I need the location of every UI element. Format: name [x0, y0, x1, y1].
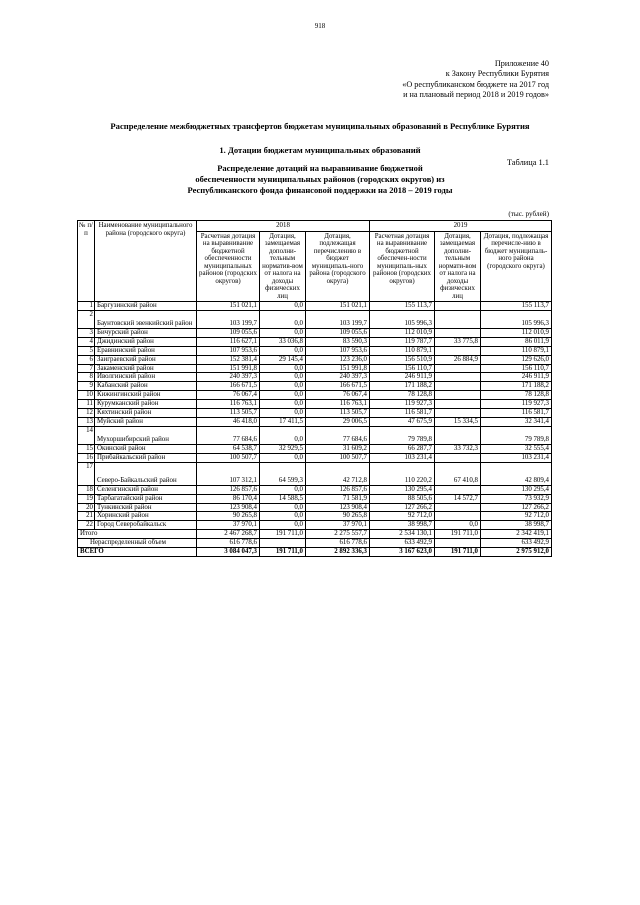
header-name: Наименование муниципального района (городского округа)	[95, 221, 197, 302]
row-value-3: 109 055,6	[306, 328, 370, 337]
row-value-1: 166 671,5	[197, 382, 260, 391]
row-value-3: 100 507,7	[306, 453, 370, 462]
row-value-4: 155 113,7	[370, 302, 435, 311]
header-year-2019: 2019	[370, 221, 552, 232]
row-name: Баргузинский район	[95, 302, 197, 311]
row-value-2: 14 588,5	[260, 494, 306, 503]
table-row	[78, 409, 552, 418]
row-number: 20	[78, 503, 95, 512]
table-row	[78, 462, 552, 485]
row-value-5	[435, 400, 481, 409]
row-name: Хоринский район	[95, 512, 197, 521]
row-value-1: 77 684,6	[197, 426, 260, 444]
row-name: Заиграевский район	[95, 355, 197, 364]
row-number: 4	[78, 337, 95, 346]
row-number: 18	[78, 485, 95, 494]
row-value-1: 100 507,7	[197, 453, 260, 462]
table-row	[78, 426, 552, 444]
grand-total-row-value-2: 191 711,0	[260, 548, 306, 557]
total-row-label: Итого	[78, 530, 197, 539]
row-value-4: 112 010,9	[370, 328, 435, 337]
undistributed-row-value-2	[260, 539, 306, 548]
table-row	[78, 355, 552, 364]
row-name: Курумканский район	[95, 400, 197, 409]
row-number: 12	[78, 409, 95, 418]
row-number: 10	[78, 391, 95, 400]
section-title: 1. Дотации бюджетам муниципальных образований	[219, 145, 421, 155]
undistributed-row-value-6: 633 492,9	[481, 539, 552, 548]
row-value-4: 246 911,9	[370, 373, 435, 382]
row-value-6: 129 626,0	[481, 355, 552, 364]
row-value-6: 32 341,4	[481, 417, 552, 426]
appendix-line-3: «О республиканском бюджете на 2017 год	[402, 79, 549, 89]
undistributed-row-value-1: 616 778,6	[197, 539, 260, 548]
row-value-6: 103 231,4	[481, 453, 552, 462]
table-row	[78, 400, 552, 409]
row-value-6: 171 188,2	[481, 382, 552, 391]
row-number: 2	[78, 310, 95, 328]
row-value-6: 73 932,9	[481, 494, 552, 503]
row-name: Кяхтинский район	[95, 409, 197, 418]
row-value-2: 0,0	[260, 426, 306, 444]
appendix-line-2: к Закону Республики Бурятия	[445, 69, 549, 79]
row-value-5	[435, 426, 481, 444]
table-row	[78, 417, 552, 426]
row-value-2: 0,0	[260, 302, 306, 311]
row-value-1: 126 857,6	[197, 485, 260, 494]
row-value-6: 130 295,4	[481, 485, 552, 494]
row-number: 9	[78, 382, 95, 391]
table-row	[78, 512, 552, 521]
table-row	[78, 444, 552, 453]
row-value-3: 42 712,8	[306, 462, 370, 485]
row-value-5: 26 884,9	[435, 355, 481, 364]
row-number: 15	[78, 444, 95, 453]
header-replaced-2018: Дотация, замещаемая дополни-тельным норматив-вом от налога на доходы физических лиц	[260, 231, 306, 302]
row-value-6: 119 927,3	[481, 400, 552, 409]
row-value-5: 67 410,8	[435, 462, 481, 485]
row-value-4: 130 295,4	[370, 485, 435, 494]
header-replaced-2019: Дотация, замещаемая дополни-тельным нормати-вом от налога на доходы физических лиц	[435, 231, 481, 302]
row-value-2: 0,0	[260, 521, 306, 530]
row-value-4: 127 266,2	[370, 503, 435, 512]
row-value-5	[435, 328, 481, 337]
row-value-3: 71 581,9	[306, 494, 370, 503]
row-value-4: 92 712,0	[370, 512, 435, 521]
row-value-3: 76 067,4	[306, 391, 370, 400]
row-value-2: 0,0	[260, 485, 306, 494]
subsidy-table	[77, 220, 552, 557]
row-value-6: 32 555,4	[481, 444, 552, 453]
row-value-6: 38 998,7	[481, 521, 552, 530]
row-value-5	[435, 302, 481, 311]
row-number: 5	[78, 346, 95, 355]
row-value-4: 110 220,2	[370, 462, 435, 485]
row-name: Муйский район	[95, 417, 197, 426]
row-value-3: 123 236,0	[306, 355, 370, 364]
row-value-5	[435, 346, 481, 355]
table-label: Таблица 1.1	[506, 158, 549, 167]
row-value-6: 116 581,7	[481, 409, 552, 418]
grand-total-row-value-5: 191 711,0	[435, 548, 481, 557]
table-row	[78, 521, 552, 530]
row-value-2: 0,0	[260, 328, 306, 337]
row-name: Бичурский район	[95, 328, 197, 337]
row-value-5	[435, 391, 481, 400]
table-row	[78, 346, 552, 355]
row-value-1: 116 763,1	[197, 400, 260, 409]
row-value-3: 123 908,4	[306, 503, 370, 512]
undistributed-row-value-5	[435, 539, 481, 548]
row-name: Тарбагатайский район	[95, 494, 197, 503]
row-value-6: 110 879,1	[481, 346, 552, 355]
row-value-3: 166 671,5	[306, 382, 370, 391]
table-row	[78, 337, 552, 346]
table-row	[78, 364, 552, 373]
total-row-value-1: 2 467 268,7	[197, 530, 260, 539]
row-value-4: 119 927,3	[370, 400, 435, 409]
units-label: (тыс. рублей)	[508, 210, 549, 218]
row-name: Еравнинский район	[95, 346, 197, 355]
row-number: 7	[78, 364, 95, 373]
table-row	[78, 382, 552, 391]
row-number: 17	[78, 462, 95, 485]
table-title	[0, 163, 640, 196]
row-value-5	[435, 485, 481, 494]
row-name: Кабанский район	[95, 382, 197, 391]
table-row	[78, 503, 552, 512]
row-name: Кижингинский район	[95, 391, 197, 400]
row-value-1: 64 538,7	[197, 444, 260, 453]
grand-total-row-value-3: 2 892 336,3	[306, 548, 370, 557]
table-row	[78, 373, 552, 382]
row-value-4: 119 787,7	[370, 337, 435, 346]
header-calc-2018: Расчетная дотация на выравнивание бюджетной обеспеченности муниципальных районов (городских округов)	[197, 231, 260, 302]
row-value-2: 17 411,5	[260, 417, 306, 426]
row-value-3: 37 970,1	[306, 521, 370, 530]
row-value-6: 78 128,8	[481, 391, 552, 400]
table-row	[78, 302, 552, 311]
row-number: 16	[78, 453, 95, 462]
row-name: Окинский район	[95, 444, 197, 453]
undistributed-row-label: Нераспределенный объем	[78, 539, 197, 548]
row-value-1: 109 055,6	[197, 328, 260, 337]
header-num: № п/п	[78, 221, 95, 302]
row-value-4: 78 128,8	[370, 391, 435, 400]
row-value-2: 0,0	[260, 382, 306, 391]
row-value-4: 103 231,4	[370, 453, 435, 462]
row-value-5	[435, 409, 481, 418]
row-value-6: 42 809,4	[481, 462, 552, 485]
grand-total-row-value-4: 3 167 623,0	[370, 548, 435, 557]
row-value-5	[435, 382, 481, 391]
undistributed-row-value-4: 633 492,9	[370, 539, 435, 548]
row-value-1: 107 953,6	[197, 346, 260, 355]
row-value-4: 47 675,9	[370, 417, 435, 426]
row-value-5: 33 775,8	[435, 337, 481, 346]
grand-total-row	[78, 548, 552, 557]
row-value-5	[435, 310, 481, 328]
row-value-1: 76 067,4	[197, 391, 260, 400]
table-title-line-1: Распределение дотаций на выравнивание бюджетной	[217, 163, 423, 173]
row-name: Мухоршибирский район	[95, 426, 197, 444]
row-value-1: 103 199,7	[197, 310, 260, 328]
table-row	[78, 494, 552, 503]
row-value-3: 151 991,8	[306, 364, 370, 373]
row-number: 22	[78, 521, 95, 530]
row-name: Прибайкальский район	[95, 453, 197, 462]
row-value-5: 15 334,5	[435, 417, 481, 426]
row-value-2: 0,0	[260, 453, 306, 462]
row-value-1: 240 397,3	[197, 373, 260, 382]
total-row-value-2: 191 711,0	[260, 530, 306, 539]
row-value-5	[435, 503, 481, 512]
grand-total-row-value-1: 3 084 047,3	[197, 548, 260, 557]
header-row-years	[78, 221, 552, 232]
row-number: 8	[78, 373, 95, 382]
subsidy-table-container	[77, 220, 551, 557]
row-value-4: 88 505,6	[370, 494, 435, 503]
row-value-6: 246 911,9	[481, 373, 552, 382]
row-value-4: 156 510,9	[370, 355, 435, 364]
row-value-5: 14 572,7	[435, 494, 481, 503]
page-number: 918	[314, 22, 326, 30]
row-value-2: 32 929,5	[260, 444, 306, 453]
row-value-4: 38 998,7	[370, 521, 435, 530]
row-number: 3	[78, 328, 95, 337]
row-value-2: 0,0	[260, 373, 306, 382]
table-row	[78, 485, 552, 494]
row-value-4: 110 879,1	[370, 346, 435, 355]
total-row	[78, 530, 552, 539]
row-name: Закаменский район	[95, 364, 197, 373]
row-value-3: 113 505,7	[306, 409, 370, 418]
row-value-2: 0,0	[260, 391, 306, 400]
row-value-5	[435, 364, 481, 373]
total-row-value-5: 191 711,0	[435, 530, 481, 539]
row-number: 11	[78, 400, 95, 409]
row-value-2: 0,0	[260, 310, 306, 328]
row-value-1: 86 170,4	[197, 494, 260, 503]
row-value-3: 31 609,2	[306, 444, 370, 453]
row-value-4: 116 581,7	[370, 409, 435, 418]
row-value-3: 126 857,6	[306, 485, 370, 494]
row-value-2: 0,0	[260, 400, 306, 409]
header-calc-2019: Расчетная дотация на выравнивание бюджетной обеспечен-ности муниципаль-ных районов (городских округов)	[370, 231, 435, 302]
row-value-3: 103 199,7	[306, 310, 370, 328]
header-payable-2018: Дотация, подлежащая перечислению в бюджет муниципаль-ного района (городского округа)	[306, 231, 370, 302]
row-value-6: 112 010,9	[481, 328, 552, 337]
row-name: Иволгинский район	[95, 373, 197, 382]
row-value-4: 105 996,3	[370, 310, 435, 328]
row-value-4: 156 110,7	[370, 364, 435, 373]
row-value-2: 0,0	[260, 503, 306, 512]
table-row	[78, 453, 552, 462]
row-value-4: 79 789,8	[370, 426, 435, 444]
row-value-5: 33 732,3	[435, 444, 481, 453]
row-value-4: 66 287,7	[370, 444, 435, 453]
row-value-3: 77 684,6	[306, 426, 370, 444]
row-value-3: 240 397,3	[306, 373, 370, 382]
row-value-3: 83 590,3	[306, 337, 370, 346]
row-name: Тункинский район	[95, 503, 197, 512]
row-value-3: 107 953,6	[306, 346, 370, 355]
row-value-1: 123 908,4	[197, 503, 260, 512]
header-payable-2019: Дотация, подлежащая перечисле-нию в бюджет муниципаль-ного района (городского округа)	[481, 231, 552, 302]
undistributed-row	[78, 539, 552, 548]
row-value-1: 90 265,8	[197, 512, 260, 521]
row-name: Город Северобайкальск	[95, 521, 197, 530]
row-value-6: 105 996,3	[481, 310, 552, 328]
row-name: Селенгинский район	[95, 485, 197, 494]
row-value-5	[435, 512, 481, 521]
row-value-3: 29 006,5	[306, 417, 370, 426]
row-value-6: 86 011,9	[481, 337, 552, 346]
table-body	[78, 302, 552, 557]
row-name: Баунтовский эвенкийский район	[95, 310, 197, 328]
row-value-1: 152 381,4	[197, 355, 260, 364]
row-name: Джидинский район	[95, 337, 197, 346]
row-value-1: 113 505,7	[197, 409, 260, 418]
grand-total-row-value-6: 2 975 912,0	[481, 548, 552, 557]
row-value-1: 107 312,1	[197, 462, 260, 485]
row-number: 1	[78, 302, 95, 311]
row-value-2: 0,0	[260, 512, 306, 521]
row-value-4: 171 188,2	[370, 382, 435, 391]
row-value-6: 127 266,2	[481, 503, 552, 512]
table-row	[78, 328, 552, 337]
row-value-1: 46 418,0	[197, 417, 260, 426]
row-name: Северо-Байкальский район	[95, 462, 197, 485]
row-value-6: 92 712,0	[481, 512, 552, 521]
undistributed-row-value-3: 616 778,6	[306, 539, 370, 548]
header-year-2018: 2018	[197, 221, 370, 232]
appendix-header	[402, 59, 549, 101]
row-value-6: 156 110,7	[481, 364, 552, 373]
main-title: Распределение межбюджетных трансфертов бюджетам муниципальных образований в Республике Бурятия	[110, 121, 530, 131]
appendix-line-1: Приложение 40	[494, 59, 549, 68]
row-value-3: 116 763,1	[306, 400, 370, 409]
row-value-2: 0,0	[260, 364, 306, 373]
row-value-1: 37 970,1	[197, 521, 260, 530]
row-value-5: 0,0	[435, 521, 481, 530]
table-title-line-3: Республиканского фонда финансовой поддержки на 2018 – 2019 годы	[187, 185, 453, 195]
total-row-value-6: 2 342 419,1	[481, 530, 552, 539]
row-value-1: 116 627,1	[197, 337, 260, 346]
row-value-2: 0,0	[260, 346, 306, 355]
row-value-2: 0,0	[260, 409, 306, 418]
total-row-value-3: 2 275 557,7	[306, 530, 370, 539]
row-value-5	[435, 373, 481, 382]
row-value-1: 151 991,8	[197, 364, 260, 373]
row-value-2: 64 599,3	[260, 462, 306, 485]
row-number: 13	[78, 417, 95, 426]
row-value-3: 90 265,8	[306, 512, 370, 521]
row-value-6: 155 113,7	[481, 302, 552, 311]
table-row	[78, 391, 552, 400]
row-value-5	[435, 453, 481, 462]
table-row	[78, 310, 552, 328]
row-number: 14	[78, 426, 95, 444]
row-value-3: 151 021,1	[306, 302, 370, 311]
row-value-2: 29 145,4	[260, 355, 306, 364]
row-value-2: 33 036,8	[260, 337, 306, 346]
row-number: 21	[78, 512, 95, 521]
appendix-line-4: и на плановый период 2018 и 2019 годов»	[403, 90, 549, 100]
row-value-6: 79 789,8	[481, 426, 552, 444]
grand-total-row-label: ВСЕГО	[78, 548, 197, 557]
table-title-line-2: обеспеченности муниципальных районов (городских округов) из	[195, 174, 445, 184]
total-row-value-4: 2 534 130,1	[370, 530, 435, 539]
row-number: 19	[78, 494, 95, 503]
row-number: 6	[78, 355, 95, 364]
row-value-1: 151 021,1	[197, 302, 260, 311]
